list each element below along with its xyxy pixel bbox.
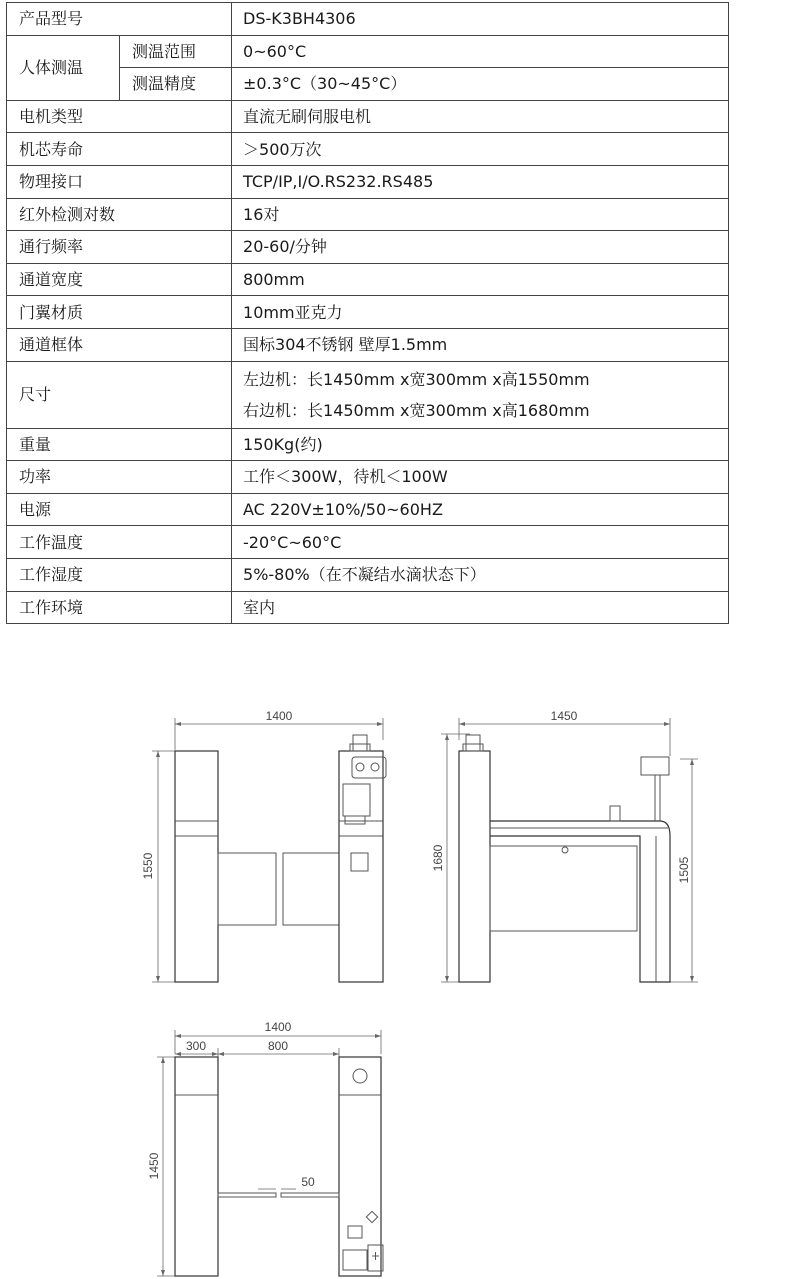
top-view-drawing	[147, 1020, 383, 1276]
front-view-drawing	[141, 709, 386, 982]
front-height-dimension	[141, 751, 218, 982]
spec-value: 左边机：长1450mm x宽300mm x高1550mm	[243, 369, 590, 389]
spec-value: 20-60/分钟	[232, 231, 729, 264]
top-height-label: 1450	[147, 1152, 161, 1180]
spec-label: 功率	[7, 461, 232, 494]
spec-label: 工作湿度	[7, 558, 232, 591]
spec-label: 产品型号	[7, 3, 232, 36]
side-left-height-dimension	[431, 734, 470, 982]
spec-label: 红外检测对数	[7, 198, 232, 231]
spec-label: 门翼材质	[7, 296, 232, 329]
top-height-dimension	[147, 1057, 175, 1276]
top-width-label: 1400	[264, 1020, 292, 1034]
top-gap-label: 50	[301, 1175, 315, 1189]
top-unit-width-label: 300	[185, 1039, 207, 1053]
spec-label: 机芯寿命	[7, 133, 232, 166]
spec-value: 10mm亚克力	[232, 296, 729, 329]
spec-value: 直流无刷伺服电机	[232, 100, 729, 133]
front-width-label: 1400	[265, 709, 293, 723]
side-width-label: 1450	[550, 709, 578, 723]
spec-sublabel: 测温范围	[120, 35, 232, 68]
spec-value: ±0.3°C（30~45°C）	[232, 68, 729, 101]
spec-label: 物理接口	[7, 165, 232, 198]
spec-label: 尺寸	[7, 361, 232, 428]
top-channel-width-dimension	[218, 1039, 339, 1057]
spec-value: AC 220V±10%/50~60HZ	[232, 493, 729, 526]
spec-label: 通道框体	[7, 328, 232, 361]
spec-label: 通道宽度	[7, 263, 232, 296]
side-width-dimension	[459, 709, 670, 756]
front-height-label: 1550	[141, 852, 155, 880]
side-right-height-dimension	[670, 759, 698, 982]
side-view-drawing	[431, 709, 698, 982]
spec-value: 0~60°C	[232, 35, 729, 68]
spec-label: 通行频率	[7, 231, 232, 264]
spec-value: 5%-80%（在不凝结水滴状态下）	[232, 558, 729, 591]
spec-value: 150Kg(约)	[232, 428, 729, 461]
spec-value: TCP/IP,I/O.RS232.RS485	[232, 165, 729, 198]
spec-label: 工作环境	[7, 591, 232, 624]
spec-value: 800mm	[232, 263, 729, 296]
spec-label: 电源	[7, 493, 232, 526]
spec-value: ＞500万次	[232, 133, 729, 166]
spec-value: -20°C~60°C	[232, 526, 729, 559]
spec-label: 重量	[7, 428, 232, 461]
top-channel-width-label: 800	[267, 1039, 289, 1053]
spec-value: DS-K3BH4306	[232, 3, 729, 36]
spec-label: 电机类型	[7, 100, 232, 133]
spec-value: 室内	[232, 591, 729, 624]
spec-label: 人体测温	[7, 35, 120, 100]
spec-value: 右边机：长1450mm x宽300mm x高1680mm	[243, 400, 590, 420]
spec-value: 16对	[232, 198, 729, 231]
spec-value: 工作＜300W，待机＜100W	[232, 461, 729, 494]
side-left-height-label: 1680	[431, 844, 445, 872]
side-right-height-label: 1505	[677, 856, 691, 884]
spec-sublabel: 测温精度	[120, 68, 232, 101]
spec-label: 工作温度	[7, 526, 232, 559]
top-unit-width-dimension	[175, 1039, 218, 1057]
spec-value: 国标304不锈钢 壁厚1.5mm	[232, 328, 729, 361]
